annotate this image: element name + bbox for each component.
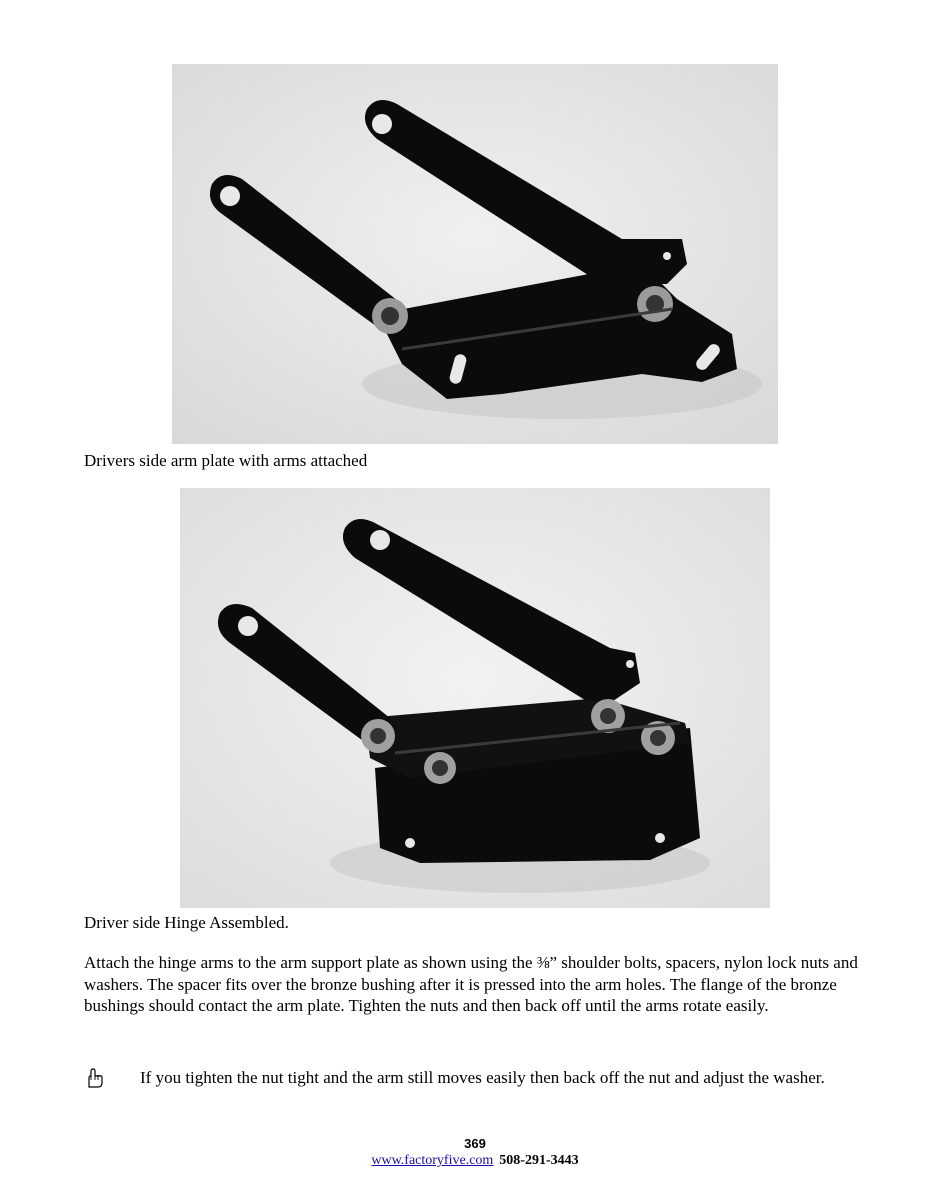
phone-number: 508-291-3443 [499, 1153, 579, 1168]
arm-plate-image [172, 64, 778, 444]
footer-contact [0, 1153, 950, 1169]
figure-caption: Driver side Hinge Assembled. [84, 913, 289, 932]
instruction-paragraph: Attach the hinge arms to the arm support plate as shown using the ⅜” shoulder bolts, spacers, nylon lock nuts and washers. The spacer fits over the bronze bushing after it is pressed into the arm holes. The flange of the bronze bushings should contact the arm plate. Tighten the nuts and then back off until the arms rotate easily. [84, 953, 858, 1015]
hinge-assembled-image [180, 488, 770, 908]
photo-arm-plate [172, 64, 778, 444]
note-text: If you tighten the nut tight and the arm still moves easily then back off the nut and adjust the washer. [140, 1068, 825, 1087]
website-link[interactable]: www.factoryfive.com [371, 1153, 494, 1168]
figure-caption: Drivers side arm plate with arms attached [84, 451, 368, 470]
pointing-hand-icon [84, 1067, 106, 1089]
page-number: 369 [464, 1136, 486, 1151]
photo-hinge-assembled [180, 488, 770, 908]
